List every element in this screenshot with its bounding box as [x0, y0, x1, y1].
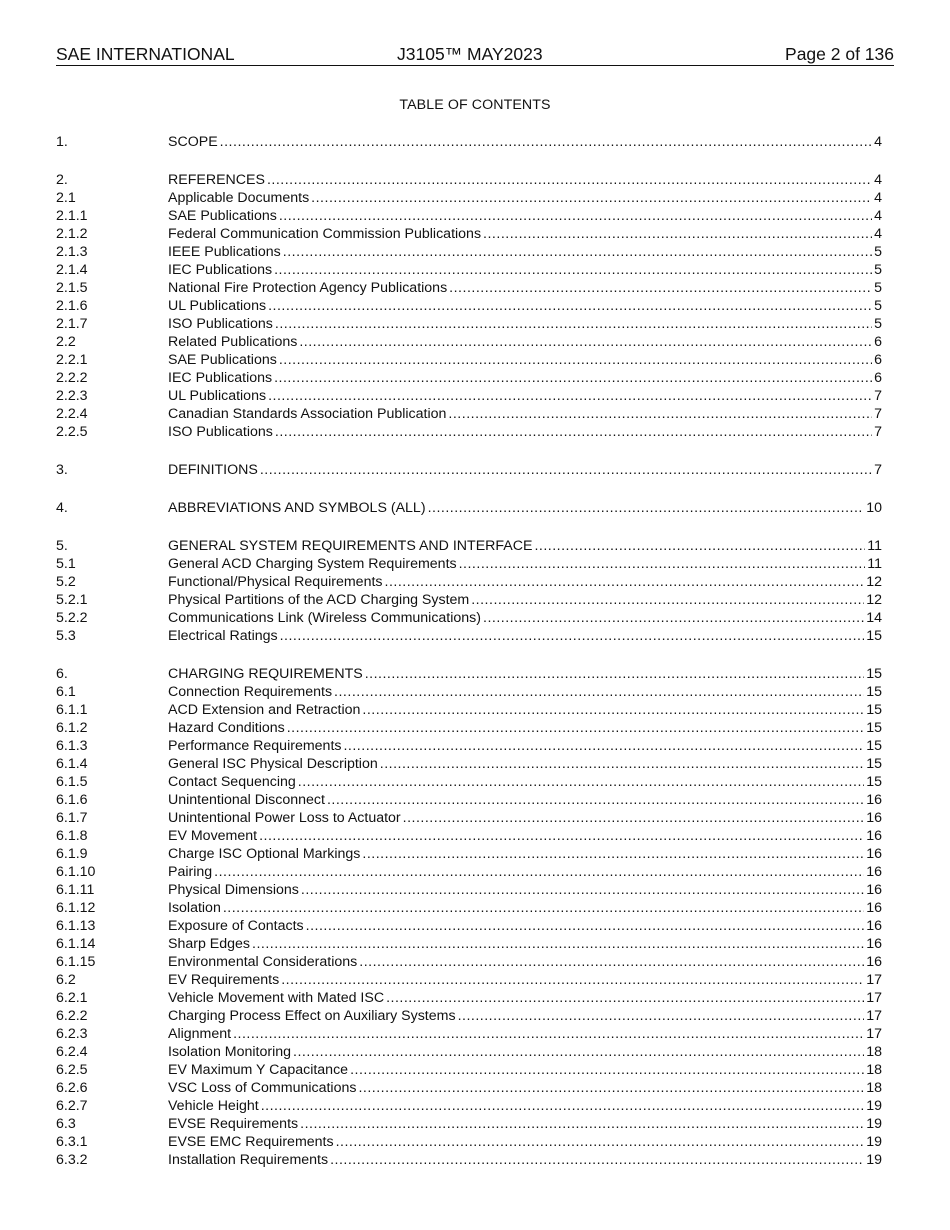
toc-entry-number: 2.1.5	[56, 280, 88, 296]
toc-entry-number: 2.1.1	[56, 208, 88, 224]
toc-entry-number: 6.1.4	[56, 756, 88, 772]
toc-entry-label: EV Maximum Y Capacitance	[168, 1062, 349, 1078]
toc-entry-label: Pairing	[168, 864, 213, 880]
toc-entry-number: 6.1.7	[56, 810, 88, 826]
toc-entry-page: 16	[866, 864, 882, 880]
toc-entry[interactable]	[56, 809, 882, 827]
toc-entry-label: Isolation	[168, 900, 221, 916]
toc-dot-leader	[280, 627, 865, 645]
toc-entry-page: 16	[866, 792, 882, 808]
toc-entry-page: 19	[866, 1134, 882, 1150]
toc-entry-label: General ISC Physical Description	[168, 756, 378, 772]
toc-dot-leader	[274, 261, 872, 279]
toc-dot-leader	[403, 809, 865, 827]
toc-entry[interactable]	[56, 351, 882, 369]
toc-entry-page: 17	[866, 1008, 882, 1024]
toc-entry-number: 2.1.6	[56, 298, 88, 314]
toc-entry-page: 12	[866, 574, 882, 590]
toc-entry-label: REFERENCES	[168, 172, 265, 188]
toc-entry-label: Hazard Conditions	[168, 720, 285, 736]
toc-entry-page: 5	[874, 244, 882, 260]
toc-entry-label: Related Publications	[168, 334, 298, 350]
toc-entry-label: Charge ISC Optional Markings	[168, 846, 361, 862]
toc-entry-label: Communications Link (Wireless Communications)	[168, 610, 482, 626]
toc-entry-number: 2.2.4	[56, 406, 88, 422]
toc-entry-page: 7	[874, 424, 882, 440]
toc-entry-number: 6.3	[56, 1116, 76, 1132]
toc-entry[interactable]	[56, 1007, 882, 1025]
toc-entry-page: 15	[866, 684, 882, 700]
toc-entry-number: 5.	[56, 538, 68, 554]
toc-entry-page: 5	[874, 280, 882, 296]
toc-entry[interactable]	[56, 989, 882, 1007]
toc-dot-leader	[343, 737, 864, 755]
toc-dot-leader	[362, 701, 864, 719]
toc-entry[interactable]	[56, 899, 882, 917]
toc-entry[interactable]	[56, 243, 882, 261]
toc-dot-leader	[267, 171, 872, 189]
toc-entry[interactable]	[56, 133, 882, 151]
toc-entry-label: Connection Requirements	[168, 684, 333, 700]
toc-entry-page: 16	[866, 828, 882, 844]
toc-entry-page: 7	[874, 462, 882, 478]
toc-entry-label: National Fire Protection Agency Publications	[168, 280, 448, 296]
toc-entry-page: 18	[866, 1080, 882, 1096]
toc-entry-label: Unintentional Disconnect	[168, 792, 325, 808]
toc-dot-leader	[365, 665, 865, 683]
toc-entry[interactable]	[56, 935, 882, 953]
toc-entry-page: 6	[874, 370, 882, 386]
toc-entry-page: 15	[866, 666, 882, 682]
toc-entry[interactable]	[56, 1043, 882, 1061]
header-page-number: Page 2 of 136	[785, 44, 894, 64]
toc-entry-page: 10	[866, 500, 882, 516]
toc-dot-leader	[359, 953, 864, 971]
toc-entry-number: 6.1.8	[56, 828, 88, 844]
toc-entry-page: 16	[866, 846, 882, 862]
toc-dot-leader	[311, 189, 872, 207]
toc-entry-label: IEC Publications	[168, 370, 273, 386]
toc-entry-number: 6.2.1	[56, 990, 88, 1006]
toc-dot-leader	[274, 369, 872, 387]
toc-entry-label: SAE Publications	[168, 352, 277, 368]
toc-entry-number: 6.1.2	[56, 720, 88, 736]
toc-entry[interactable]	[56, 737, 882, 755]
toc-dot-leader	[350, 1061, 864, 1079]
toc-entry[interactable]	[56, 315, 882, 333]
toc-entry-number: 6.1.10	[56, 864, 96, 880]
toc-dot-leader	[483, 609, 864, 627]
toc-entry[interactable]	[56, 499, 882, 517]
toc-entry-page: 15	[866, 756, 882, 772]
toc-entry-page: 15	[866, 774, 882, 790]
toc-entry-number: 6.2	[56, 972, 76, 988]
toc-dot-leader	[220, 133, 872, 151]
header-document-id: J3105™ MAY2023	[397, 44, 543, 64]
toc-dot-leader	[275, 423, 872, 441]
toc-entry-label: Isolation Monitoring	[168, 1044, 292, 1060]
toc-entry[interactable]	[56, 1097, 882, 1115]
toc-entry-label: Performance Requirements	[168, 738, 342, 754]
toc-dot-leader	[281, 971, 864, 989]
toc-dot-leader	[283, 243, 872, 261]
toc-entry-number: 6.1.14	[56, 936, 96, 952]
toc-dot-leader	[330, 1151, 864, 1169]
toc-entry[interactable]	[56, 225, 882, 243]
toc-dot-leader	[279, 351, 872, 369]
toc-dot-leader	[448, 405, 872, 423]
toc-entry-page: 14	[866, 610, 882, 626]
toc-entry-number: 6.3.1	[56, 1134, 88, 1150]
toc-entry[interactable]	[56, 573, 882, 591]
toc-entry[interactable]	[56, 791, 882, 809]
toc-entry-number: 6.1.12	[56, 900, 96, 916]
toc-entry-number: 2.1	[56, 190, 76, 206]
toc-dot-leader	[449, 279, 872, 297]
toc-entry-page: 15	[866, 702, 882, 718]
toc-entry[interactable]	[56, 297, 882, 315]
toc-entry-page: 17	[866, 1026, 882, 1042]
toc-entry-page: 11	[867, 538, 882, 554]
toc-entry-label: EVSE EMC Requirements	[168, 1134, 334, 1150]
toc-entry-label: Unintentional Power Loss to Actuator	[168, 810, 401, 826]
toc-entry[interactable]	[56, 537, 882, 555]
toc-dot-leader	[458, 1007, 865, 1025]
toc-entry-number: 2.2.1	[56, 352, 88, 368]
toc-entry-number: 6.1.9	[56, 846, 88, 862]
toc-entry-number: 6.1.5	[56, 774, 88, 790]
toc-entry-label: Applicable Documents	[168, 190, 310, 206]
toc-entry-page: 7	[874, 388, 882, 404]
toc-entry-number: 5.1	[56, 556, 76, 572]
toc-entry-number: 6.2.6	[56, 1080, 88, 1096]
toc-entry-number: 5.2.1	[56, 592, 88, 608]
toc-entry[interactable]	[56, 1115, 882, 1133]
toc-entry-label: Contact Sequencing	[168, 774, 296, 790]
toc-entry[interactable]	[56, 773, 882, 791]
toc-dot-leader	[336, 1133, 865, 1151]
toc-entry-page: 12	[866, 592, 882, 608]
toc-entry-number: 2.2	[56, 334, 76, 350]
toc-dot-leader	[223, 899, 864, 917]
toc-entry[interactable]	[56, 953, 882, 971]
toc-entry-label: UL Publications	[168, 388, 267, 404]
toc-entry-number: 2.1.2	[56, 226, 88, 242]
toc-entry[interactable]	[56, 1025, 882, 1043]
toc-entry-page: 16	[866, 954, 882, 970]
toc-entry-page: 4	[874, 172, 882, 188]
toc-entry-label: DEFINITIONS	[168, 462, 258, 478]
toc-dot-leader	[334, 683, 864, 701]
toc-entry-label: Alignment	[168, 1026, 232, 1042]
toc-entry-label: ISO Publications	[168, 424, 273, 440]
toc-entry-label: EV Requirements	[168, 972, 280, 988]
toc-entry-page: 16	[866, 936, 882, 952]
toc-dot-leader	[358, 1079, 864, 1097]
toc-dot-leader	[259, 827, 864, 845]
toc-dot-leader	[260, 461, 872, 479]
toc-dot-leader	[293, 1043, 864, 1061]
toc-entry[interactable]	[56, 701, 882, 719]
toc-entry[interactable]	[56, 279, 882, 297]
toc-entry-page: 16	[866, 900, 882, 916]
toc-entry-label: ACD Extension and Retraction	[168, 702, 361, 718]
toc-entry-label: Charging Process Effect on Auxiliary Systems	[168, 1008, 456, 1024]
toc-dot-leader	[298, 773, 864, 791]
toc-entry[interactable]	[56, 333, 882, 351]
toc-entry-page: 16	[866, 918, 882, 934]
toc-entry-label: Canadian Standards Association Publication	[168, 406, 447, 422]
toc-entry-label: EVSE Requirements	[168, 1116, 299, 1132]
toc-entry-label: General ACD Charging System Requirements	[168, 556, 457, 572]
toc-entry-number: 5.2	[56, 574, 76, 590]
toc-entry-label: Vehicle Height	[168, 1098, 259, 1114]
toc-entry[interactable]	[56, 1061, 882, 1079]
toc-entry-number: 2.1.4	[56, 262, 88, 278]
toc-entry-page: 17	[866, 972, 882, 988]
toc-entry-page: 5	[874, 316, 882, 332]
toc-entry[interactable]	[56, 591, 882, 609]
toc-entry-page: 5	[874, 262, 882, 278]
toc-entry-page: 5	[874, 298, 882, 314]
toc-entry[interactable]	[56, 665, 882, 683]
toc-dot-leader	[301, 881, 864, 899]
toc-entry[interactable]	[56, 171, 882, 189]
toc-entry[interactable]	[56, 261, 882, 279]
toc-entry-label: Functional/Physical Requirements	[168, 574, 383, 590]
toc-dot-leader	[279, 207, 872, 225]
toc-dot-leader	[252, 935, 864, 953]
toc-dot-leader	[268, 297, 872, 315]
toc-entry-number: 2.1.7	[56, 316, 88, 332]
toc-entry[interactable]	[56, 405, 882, 423]
toc-entry-number: 6.2.3	[56, 1026, 88, 1042]
toc-entry-number: 6.2.7	[56, 1098, 88, 1114]
toc-entry[interactable]	[56, 609, 882, 627]
toc-entry[interactable]	[56, 683, 882, 701]
toc-entry-label: Vehicle Movement with Mated ISC	[168, 990, 385, 1006]
toc-entry[interactable]	[56, 719, 882, 737]
toc-entry[interactable]	[56, 627, 882, 645]
toc-entry-label: Installation Requirements	[168, 1152, 329, 1168]
toc-entry[interactable]	[56, 207, 882, 225]
toc-entry-label: UL Publications	[168, 298, 267, 314]
toc-entry-page: 6	[874, 352, 882, 368]
toc-entry-page: 11	[867, 556, 882, 572]
toc-entry[interactable]	[56, 827, 882, 845]
toc-entry-label: VSC Loss of Communications	[168, 1080, 357, 1096]
toc-dot-leader	[459, 555, 866, 573]
toc-entry-label: Federal Communication Commission Publications	[168, 226, 482, 242]
toc-entry-label: Physical Dimensions	[168, 882, 299, 898]
toc-entry-number: 6.1.6	[56, 792, 88, 808]
toc-entry-page: 15	[866, 628, 882, 644]
toc-dot-leader	[362, 845, 864, 863]
toc-entry-number: 6.1.11	[56, 882, 95, 898]
toc-entry-number: 6.2.2	[56, 1008, 88, 1024]
toc-entry-label: Exposure of Contacts	[168, 918, 304, 934]
toc-entry-number: 6.1	[56, 684, 76, 700]
toc-entry-number: 6.3.2	[56, 1152, 88, 1168]
toc-entry-page: 4	[874, 208, 882, 224]
toc-entry-label: GENERAL SYSTEM REQUIREMENTS AND INTERFACE	[168, 538, 533, 554]
toc-entry-page: 18	[866, 1062, 882, 1078]
toc-entry[interactable]	[56, 369, 882, 387]
toc-entry-page: 7	[874, 406, 882, 422]
toc-entry-page: 18	[866, 1044, 882, 1060]
toc-entry-number: 2.2.2	[56, 370, 88, 386]
toc-entry-number: 6.2.4	[56, 1044, 88, 1060]
toc-entry[interactable]	[56, 1079, 882, 1097]
toc-entry[interactable]	[56, 881, 882, 899]
toc-entry-page: 15	[866, 738, 882, 754]
toc-dot-leader	[268, 387, 872, 405]
toc-entry[interactable]	[56, 423, 882, 441]
toc-entry[interactable]	[56, 1151, 882, 1169]
toc-entry-page: 16	[866, 810, 882, 826]
toc-entry-label: IEEE Publications	[168, 244, 281, 260]
toc-entry-number: 2.2.5	[56, 424, 88, 440]
toc-dot-leader	[385, 573, 865, 591]
toc-entry-number: 3.	[56, 462, 68, 478]
toc-dot-leader	[483, 225, 872, 243]
toc-entry[interactable]	[56, 755, 882, 773]
toc-title: TABLE OF CONTENTS	[399, 97, 551, 113]
toc-dot-leader	[233, 1025, 864, 1043]
toc-entry-page: 19	[866, 1152, 882, 1168]
toc-entry-page: 16	[866, 882, 882, 898]
toc-entry-label: Electrical Ratings	[168, 628, 278, 644]
toc-entry-label: Sharp Edges	[168, 936, 251, 952]
toc-entry-label: Physical Partitions of the ACD Charging System	[168, 592, 470, 608]
toc-entry-page: 17	[866, 990, 882, 1006]
toc-dot-leader	[214, 863, 864, 881]
toc-dot-leader	[261, 1097, 865, 1115]
toc-entry-number: 6.2.5	[56, 1062, 88, 1078]
toc-entry-page: 4	[874, 134, 882, 150]
toc-dot-leader	[300, 1115, 864, 1133]
toc-entry[interactable]	[56, 971, 882, 989]
toc-entry[interactable]	[56, 189, 882, 207]
toc-entry-label: IEC Publications	[168, 262, 273, 278]
page-header	[56, 44, 894, 66]
toc-entry[interactable]	[56, 461, 882, 479]
toc-dot-leader	[534, 537, 865, 555]
toc-entry[interactable]	[56, 845, 882, 863]
toc-entry-page: 19	[866, 1098, 882, 1114]
toc-entry-label: SCOPE	[168, 134, 218, 150]
toc-entry-number: 5.2.2	[56, 610, 88, 626]
toc-entry-label: EV Movement	[168, 828, 258, 844]
toc-entry-number: 6.1.1	[56, 702, 88, 718]
toc-entry-page: 6	[874, 334, 882, 350]
toc-dot-leader	[428, 499, 865, 517]
toc-entry-number: 5.3	[56, 628, 76, 644]
toc-entry[interactable]	[56, 387, 882, 405]
toc-dot-leader	[380, 755, 864, 773]
toc-dot-leader	[471, 591, 864, 609]
toc-entry-page: 19	[866, 1116, 882, 1132]
toc-entry-number: 6.1.15	[56, 954, 96, 970]
toc-entry-number: 1.	[56, 134, 68, 150]
toc-dot-leader	[275, 315, 872, 333]
toc-entry[interactable]	[56, 863, 882, 881]
toc-entry[interactable]	[56, 1133, 882, 1151]
toc-entry-label: SAE Publications	[168, 208, 277, 224]
toc-entry-label: ISO Publications	[168, 316, 273, 332]
toc-entry-number: 6.1.3	[56, 738, 88, 754]
toc-dot-leader	[386, 989, 864, 1007]
toc-entry-number: 4.	[56, 500, 68, 516]
table-of-contents	[56, 133, 882, 1169]
toc-entry-number: 2.1.3	[56, 244, 88, 260]
toc-entry-page: 4	[874, 226, 882, 242]
toc-entry-number: 2.	[56, 172, 68, 188]
toc-entry-label: Environmental Considerations	[168, 954, 358, 970]
header-organization: SAE INTERNATIONAL	[56, 44, 235, 64]
toc-entry-number: 6.1.13	[56, 918, 96, 934]
toc-entry-page: 4	[874, 190, 882, 206]
toc-entry-number: 2.2.3	[56, 388, 88, 404]
toc-entry[interactable]	[56, 555, 882, 573]
toc-dot-leader	[287, 719, 865, 737]
toc-entry-page: 15	[866, 720, 882, 736]
toc-entry-number: 6.	[56, 666, 68, 682]
toc-dot-leader	[299, 333, 872, 351]
toc-entry[interactable]	[56, 917, 882, 935]
toc-dot-leader	[306, 917, 865, 935]
toc-entry-label: ABBREVIATIONS AND SYMBOLS (ALL)	[168, 500, 426, 516]
toc-entry-label: CHARGING REQUIREMENTS	[168, 666, 363, 682]
toc-dot-leader	[327, 791, 864, 809]
